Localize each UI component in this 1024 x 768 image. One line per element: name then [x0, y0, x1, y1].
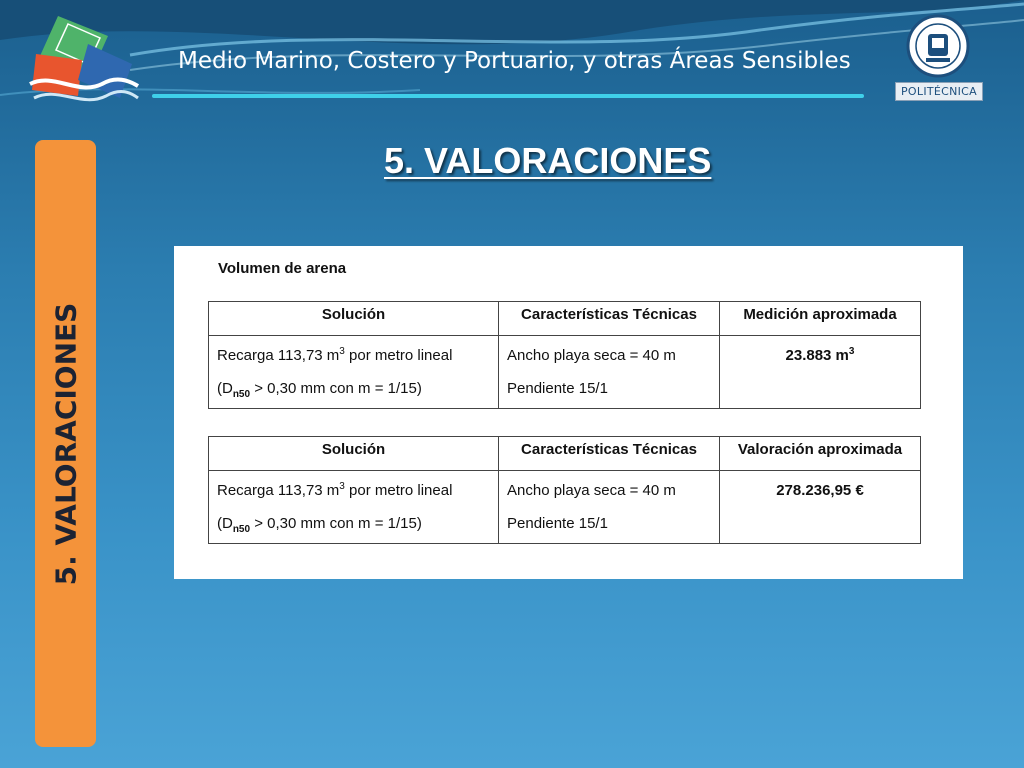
feature-width: Ancho playa seca = 40 m [507, 347, 676, 364]
feature-slope: Pendiente 15/1 [507, 515, 608, 532]
table-row [209, 471, 921, 544]
side-section-tab [35, 140, 96, 747]
content-panel [174, 246, 963, 579]
text-fragment: 23.883 m [785, 347, 849, 364]
text-fragment: por metro lineal [344, 347, 453, 364]
measurement-table [208, 301, 921, 409]
superscript: 3 [848, 346, 855, 357]
solution-line-2 [217, 507, 490, 540]
section-label: Volumen de arena [218, 260, 347, 277]
valuation-value: 278.236,95 € [776, 482, 864, 499]
feature-slope: Pendiente 15/1 [507, 380, 608, 397]
header-features: Características Técnicas [499, 302, 720, 336]
slide-title: 5. VALORACIONES [384, 140, 712, 181]
superscript: 3 [339, 346, 345, 357]
header-solution: Solución [209, 437, 499, 471]
measurement-cell [720, 336, 921, 409]
header-measurement: Medición aproximada [720, 302, 921, 336]
measurement-value [728, 339, 912, 372]
side-tab-label: 5. VALORACIONES [49, 302, 82, 585]
features-cell [499, 336, 720, 409]
text-fragment: (D [217, 380, 233, 397]
header-divider [152, 94, 864, 98]
text-fragment: Recarga 113,73 m [217, 482, 340, 499]
text-fragment: Recarga 113,73 m [217, 347, 340, 364]
feature-width: Ancho playa seca = 40 m [507, 482, 676, 499]
table-row [209, 336, 921, 409]
valuation-table [208, 436, 921, 544]
header-features: Características Técnicas [499, 437, 720, 471]
superscript: 3 [339, 481, 345, 492]
logo-icon [28, 14, 140, 110]
solution-line-2 [217, 372, 490, 405]
subscript: n50 [232, 524, 251, 535]
features-cell [499, 471, 720, 544]
university-crest-icon [906, 14, 970, 78]
text-fragment: por metro lineal [344, 482, 453, 499]
solution-cell [209, 336, 499, 409]
valuation-cell [720, 471, 921, 544]
solution-line-1 [217, 339, 490, 372]
solution-line-1 [217, 474, 490, 507]
header-solution: Solución [209, 302, 499, 336]
text-fragment: (D [217, 515, 233, 532]
table-header-row [209, 302, 921, 336]
header-valuation: Valoración aproximada [720, 437, 921, 471]
solution-cell [209, 471, 499, 544]
header-title: Medio Marino, Costero y Portuario, y otras Áreas Sensibles [178, 48, 851, 74]
subscript: n50 [232, 389, 251, 400]
institution-label: POLITÉCNICA [895, 82, 983, 101]
text-fragment: > 0,30 mm con m = 1/15) [250, 380, 422, 397]
table-header-row [209, 437, 921, 471]
text-fragment: > 0,30 mm con m = 1/15) [250, 515, 422, 532]
